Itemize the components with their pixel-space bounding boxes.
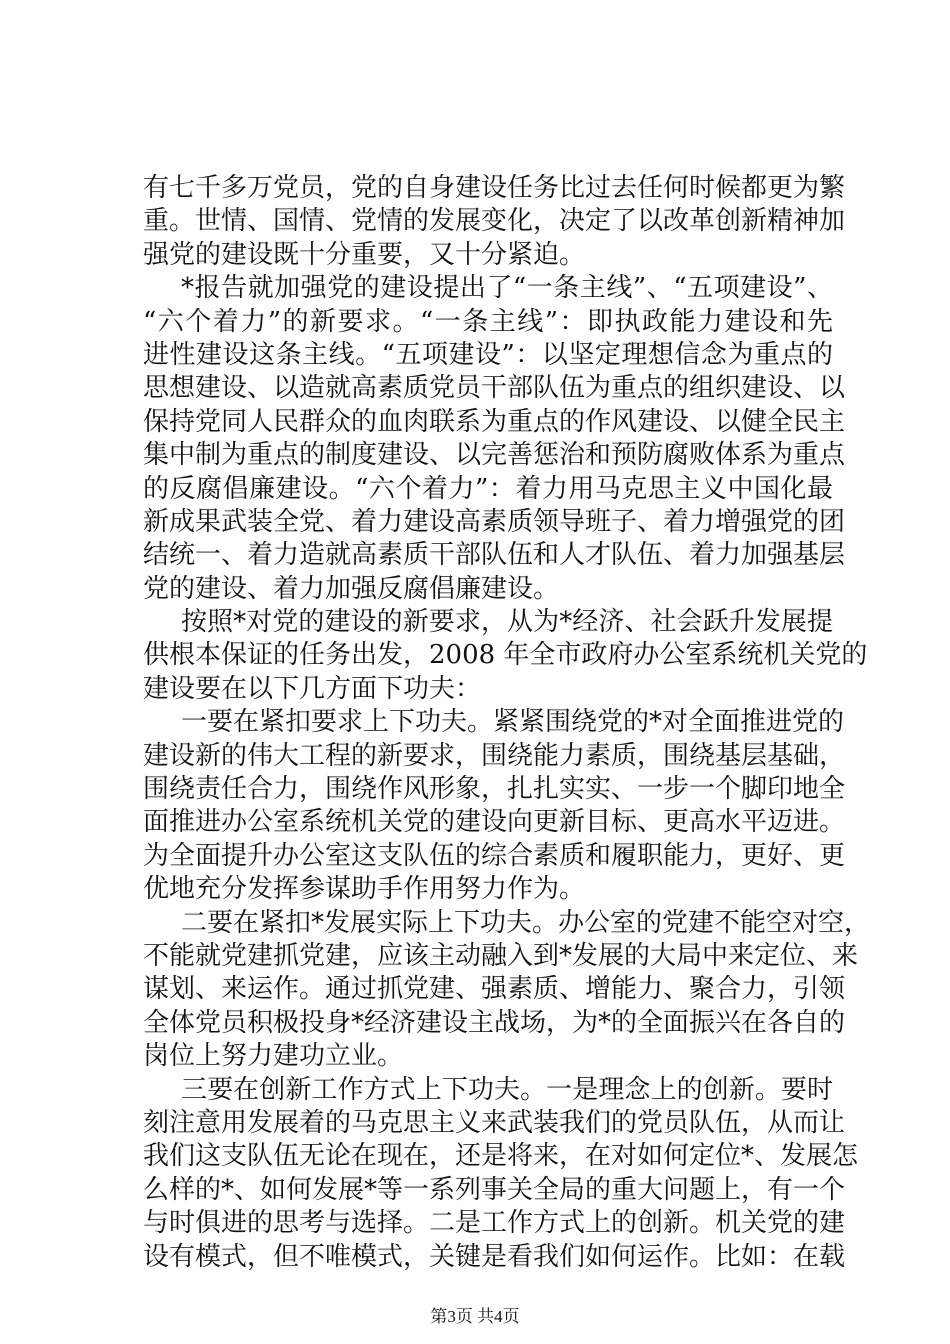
page-footer bbox=[0, 1302, 950, 1327]
paragraph-start-line: 一要在紧扣要求上下功夫。紧紧围绕党的*对全面推进党的 bbox=[181, 707, 845, 738]
text-line: 刻注意用发展着的马克思主义来武装我们的党员队伍，从而让 bbox=[143, 1107, 846, 1138]
text-line: 强党的建设既十分重要，又十分紧迫。 bbox=[143, 239, 586, 270]
text-line: 保持党同人民群众的血肉联系为重点的作风建设、以健全民主 bbox=[143, 406, 846, 437]
text-line: 的反腐倡廉建设。“六个着力”：着力用马克思主义中国化最 bbox=[143, 473, 833, 504]
text-line: “六个着力”的新要求。“一条主线”：即执政能力建设和先 bbox=[143, 306, 833, 337]
text-line: 集中制为重点的制度建设、以完善惩治和预防腐败体系为重点 bbox=[143, 440, 846, 471]
text-line: 新成果武装全党、着力建设高素质领导班子、着力增强党的团 bbox=[143, 506, 846, 537]
text-line: 全体党员积极投身*经济建设主战场，为*的全面振兴在各自的 bbox=[143, 1007, 846, 1038]
document-body bbox=[143, 172, 871, 1274]
page-number-label: 第3页 共4页 bbox=[430, 1307, 520, 1326]
text-line: 围绕责任合力，围绕作风形象，扎扎实实、一步一个脚印地全 bbox=[143, 774, 846, 805]
text-line: 优地充分发挥参谋助手作用努力作为。 bbox=[143, 874, 586, 905]
text-line: 面推进办公室系统机关党的建设向更新目标、更高水平迈进。 bbox=[143, 807, 846, 838]
paragraph-start-line: 二要在紧扣*发展实际上下功夫。办公室的党建不能空对空， bbox=[181, 907, 871, 938]
paragraph-start-line: 按照*对党的建设的新要求，从为*经济、社会跃升发展提 bbox=[181, 607, 833, 638]
text-line: 设有模式，但不唯模式，关键是看我们如何运作。比如：在载 bbox=[143, 1241, 846, 1272]
text-line: 思想建设、以造就高素质党员干部队伍为重点的组织建设、以 bbox=[143, 373, 846, 404]
text-line: 为全面提升办公室这支队伍的综合素质和履职能力，更好、更 bbox=[143, 840, 846, 871]
text-line: 么样的*、如何发展*等一系列事关全局的重大问题上，有一个 bbox=[143, 1174, 846, 1205]
text-line: 岗位上努力建功立业。 bbox=[143, 1041, 404, 1072]
text-line: 与时俱进的思考与选择。二是工作方式上的创新。机关党的建 bbox=[143, 1208, 846, 1239]
text-line: 进性建设这条主线。“五项建设”：以坚定理想信念为重点的 bbox=[143, 339, 833, 370]
text-line: 结统一、着力造就高素质干部队伍和人才队伍、着力加强基层 bbox=[143, 540, 846, 571]
text-line: 供根本保证的任务出发，2008 年全市政府办公室系统机关党的 bbox=[143, 640, 868, 671]
text-line: 党的建设、着力加强反腐倡廉建设。 bbox=[143, 573, 560, 604]
text-line: 重。世情、国情、党情的发展变化，决定了以改革创新精神加 bbox=[143, 206, 846, 237]
paragraph-start-line: 三要在创新工作方式上下功夫。一是理念上的创新。要时 bbox=[181, 1074, 833, 1105]
text-line: 谋划、来运作。通过抓党建、强素质、增能力、聚合力，引领 bbox=[143, 974, 846, 1005]
text-line: 我们这支队伍无论在现在，还是将来，在对如何定位*、发展怎 bbox=[143, 1141, 859, 1172]
text-line: 建设要在以下几方面下功夫： bbox=[143, 673, 482, 704]
text-line: 有七千多万党员，党的自身建设任务比过去任何时候都更为繁 bbox=[143, 173, 846, 203]
text-line: 不能就党建抓党建，应该主动融入到*发展的大局中来定位、来 bbox=[143, 940, 859, 971]
paragraph-start-line: *报告就加强党的建设提出了“一条主线”、“五项建设”、 bbox=[181, 273, 833, 304]
text-line: 建设新的伟大工程的新要求，围绕能力素质，围绕基层基础， bbox=[143, 740, 846, 771]
